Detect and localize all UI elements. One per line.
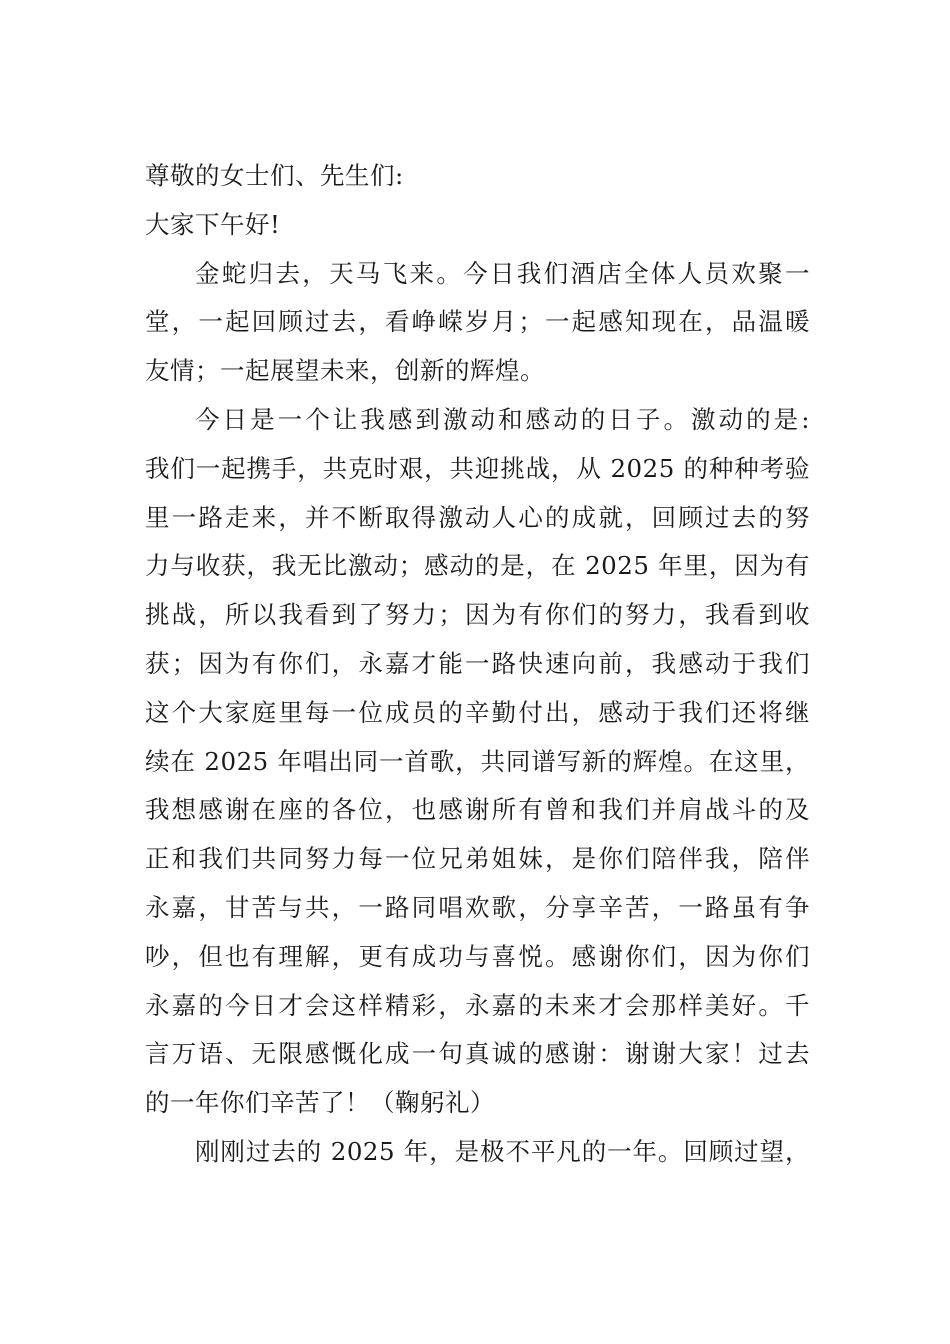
paragraph-2-line: 言万语、无限感慨化成一句真诚的感谢：谢谢大家！过去	[145, 1039, 810, 1069]
paragraph-2-line: 挑战，所以我看到了努力；因为有你们的努力，我看到收	[145, 600, 810, 630]
paragraph-2-line: 永嘉的今日才会这样精彩，永嘉的未来才会那样美好。千	[145, 990, 810, 1020]
document-body	[145, 152, 810, 1177]
paragraph-2-line: 今日是一个让我感到激动和感动的日子。激动的是:	[195, 404, 810, 434]
paragraph-2-line: 我们一起携手，共克时艰，共迎挑战，从 2025 的种种考验	[145, 453, 810, 483]
paragraph-2-line: 力与收获，我无比激动；感动的是，在 2025 年里，因为有	[145, 551, 810, 581]
paragraph-2-line: 我想感谢在座的各位，也感谢所有曾和我们并肩战斗的及	[145, 795, 810, 825]
salutation-line: 尊敬的女士们、先生们:	[145, 161, 404, 190]
paragraph-2-line: 吵，但也有理解，更有成功与喜悦。感谢你们，因为你们	[145, 941, 810, 971]
paragraph-2-line: 续在 2025 年唱出同一首歌，共同谱写新的辉煌。在这里，	[145, 746, 810, 776]
greeting-line: 大家下午好!	[145, 209, 281, 239]
paragraph-2-line: 永嘉，甘苦与共，一路同唱欢歌，分享辛苦，一路虽有争	[145, 892, 810, 922]
paragraph-2-line: 里一路走来，并不断取得激动人心的成就，回顾过去的努	[145, 502, 810, 532]
paragraph-2-line: 获；因为有你们，永嘉才能一路快速向前，我感动于我们	[145, 648, 810, 678]
paragraph-2-line: 的一年你们辛苦了！（鞠躬礼）	[145, 1088, 495, 1118]
paragraph-1-line: 友情；一起展望未来，创新的辉煌。	[145, 356, 545, 386]
paragraph-2-line: 这个大家庭里每一位成员的辛勤付出，感动于我们还将继	[145, 697, 810, 727]
paragraph-1-line: 金蛇归去，天马飞来。今日我们酒店全体人员欢聚一	[195, 258, 810, 288]
paragraph-1-line: 堂，一起回顾过去，看峥嵘岁月；一起感知现在，品温暖	[145, 307, 810, 337]
paragraph-2-line: 正和我们共同努力每一位兄弟姐妹，是你们陪伴我，陪伴	[145, 844, 810, 874]
paragraph-3-line: 刚刚过去的 2025 年，是极不平凡的一年。回顾过望，	[195, 1136, 810, 1166]
